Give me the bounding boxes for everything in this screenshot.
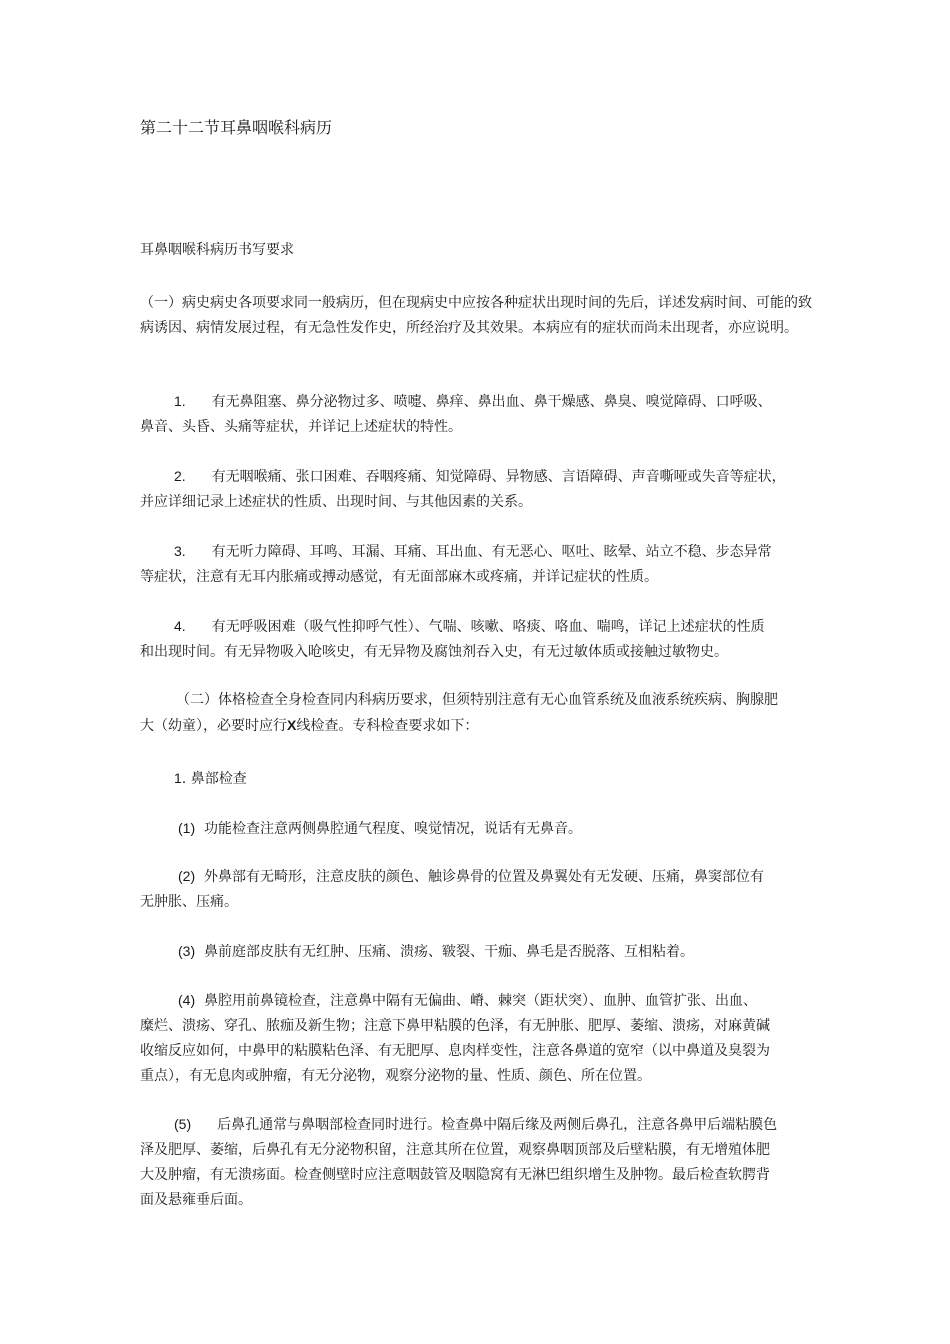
item-number: (2)	[178, 868, 196, 884]
item-text-continued: 面及悬雍垂后面。	[140, 1192, 252, 1208]
nose-exam-heading	[140, 766, 816, 792]
xray-letter: X	[287, 717, 297, 733]
item-number: 3.	[174, 543, 186, 559]
nose-item-4	[140, 988, 816, 1089]
item-text: 功能检查注意两侧鼻腔通气程度、嗅觉情况，说话有无鼻音。	[204, 821, 583, 837]
heading-text: . 鼻部检查	[181, 771, 247, 787]
exam-text: （二）体格检查全身检查同内科病历要求，但须特别注意有无心血管系统及血液系统疾病、胸腺肥	[176, 692, 778, 708]
section-subtitle: 耳鼻咽喉科病历书写要求	[140, 242, 294, 258]
item-number: (3)	[178, 943, 196, 959]
nose-item-5	[140, 1112, 816, 1213]
item-text: 有无咽喉痛、张口困难、吞咽疼痛、知觉障碍、异物感、言语障碍、声音嘶哑或失音等症状，	[211, 469, 786, 485]
item-text: 外鼻部有无畸形，注意皮肤的颜色、触诊鼻骨的位置及鼻翼处有无发硬、压痛，鼻窦部位有	[204, 869, 765, 885]
item-number: (1)	[178, 820, 196, 836]
item-number: 4.	[174, 618, 186, 634]
history-item-2	[140, 464, 816, 515]
item-text-continued: 重点），有无息肉或肿瘤，有无分泌物，观察分泌物的量、性质、颜色、所在位置。	[140, 1068, 651, 1084]
history-item-1	[140, 389, 816, 440]
item-text-continued: 无肿胀、压痛。	[140, 894, 238, 910]
nose-item-2	[140, 864, 816, 915]
item-number: (4)	[178, 992, 196, 1008]
item-number: (5)	[174, 1116, 192, 1132]
history-item-3	[140, 539, 816, 590]
item-text-continued: 并应详细记录上述症状的性质、出现时间、与其他因素的关系。	[140, 494, 532, 510]
item-text: 有无鼻阻塞、鼻分泌物过多、喷嚏、鼻痒、鼻出血、鼻干燥感、鼻臭、嗅觉障碍、口呼吸、	[211, 394, 772, 410]
item-text: 鼻前庭部皮肤有无红肿、压痛、溃疡、皲裂、干痂、鼻毛是否脱落、互相粘着。	[204, 944, 695, 960]
item-text-continued: 泽及肥厚、萎缩，后鼻孔有无分泌物积留，注意其所在位置，观察鼻咽顶部及后壁粘膜，有无增殖体肥	[140, 1142, 770, 1158]
exam-paragraph	[140, 688, 816, 739]
exam-text-continued: 大（幼童），必要时应行	[140, 718, 287, 734]
history-item-4	[140, 614, 816, 665]
item-text-continued: 收缩反应如何，中鼻甲的粘膜粘色泽、有无肥厚、息肉样变性，注意各鼻道的宽窄（以中鼻道及臭裂为	[140, 1043, 770, 1059]
history-paragraph: （一）病史病史各项要求同一般病历，但在现病史中应按各种症状出现时间的先后，详述发病时间、可能的致病诱因、病情发展过程，有无急性发作史，所经治疗及其效果。本病应有的症状而尚未出现者，亦应说明。	[140, 295, 812, 336]
item-text-continued: 和出现时间。有无异物吸入呛咳史，有无异物及腐蚀剂吞入史，有无过敏体质或接触过敏物史。	[140, 644, 728, 660]
item-number: 1.	[174, 393, 186, 409]
nose-item-1	[140, 816, 816, 842]
item-text-continued: 鼻音、头昏、头痛等症状，并详记上述症状的特性。	[140, 419, 462, 435]
heading-number: 1	[174, 770, 182, 786]
item-text: 有无听力障碍、耳鸣、耳漏、耳痛、耳出血、有无恶心、呕吐、眩晕、站立不稳、步态异常	[211, 544, 772, 560]
nose-item-3	[140, 939, 816, 965]
item-number: 2.	[174, 468, 186, 484]
exam-text-continued-2: 线检查。专科检查要求如下：	[296, 718, 479, 734]
item-text-continued: 大及肿瘤，有无溃疡面。检查侧壁时应注意咽鼓管及咽隐窝有无淋巴组织增生及肿物。最后检查软腭背	[140, 1167, 770, 1183]
item-text: 鼻腔用前鼻镜检查，注意鼻中隔有无偏曲、嵴、棘突（距状突）、血肿、血管扩张、出血、	[204, 993, 758, 1009]
item-text: 后鼻孔通常与鼻咽部检查同时进行。检查鼻中隔后缘及两侧后鼻孔，注意各鼻甲后端粘膜色	[217, 1117, 778, 1133]
item-text-continued: 等症状，注意有无耳内胀痛或搏动感觉，有无面部麻木或疼痛，并详记症状的性质。	[140, 569, 658, 585]
page-title: 第二十二节耳鼻咽喉科病历	[140, 118, 333, 137]
item-text-continued: 糜烂、溃疡、穿孔、脓痂及新生物；注意下鼻甲粘膜的色泽，有无肿胀、肥厚、萎缩、溃疡，对麻黄碱	[140, 1018, 770, 1034]
item-text: 有无呼吸困难（吸气性抑呼气性）、气喘、咳嗽、咯痰、咯血、喘鸣，详记上述症状的性质	[211, 619, 765, 635]
